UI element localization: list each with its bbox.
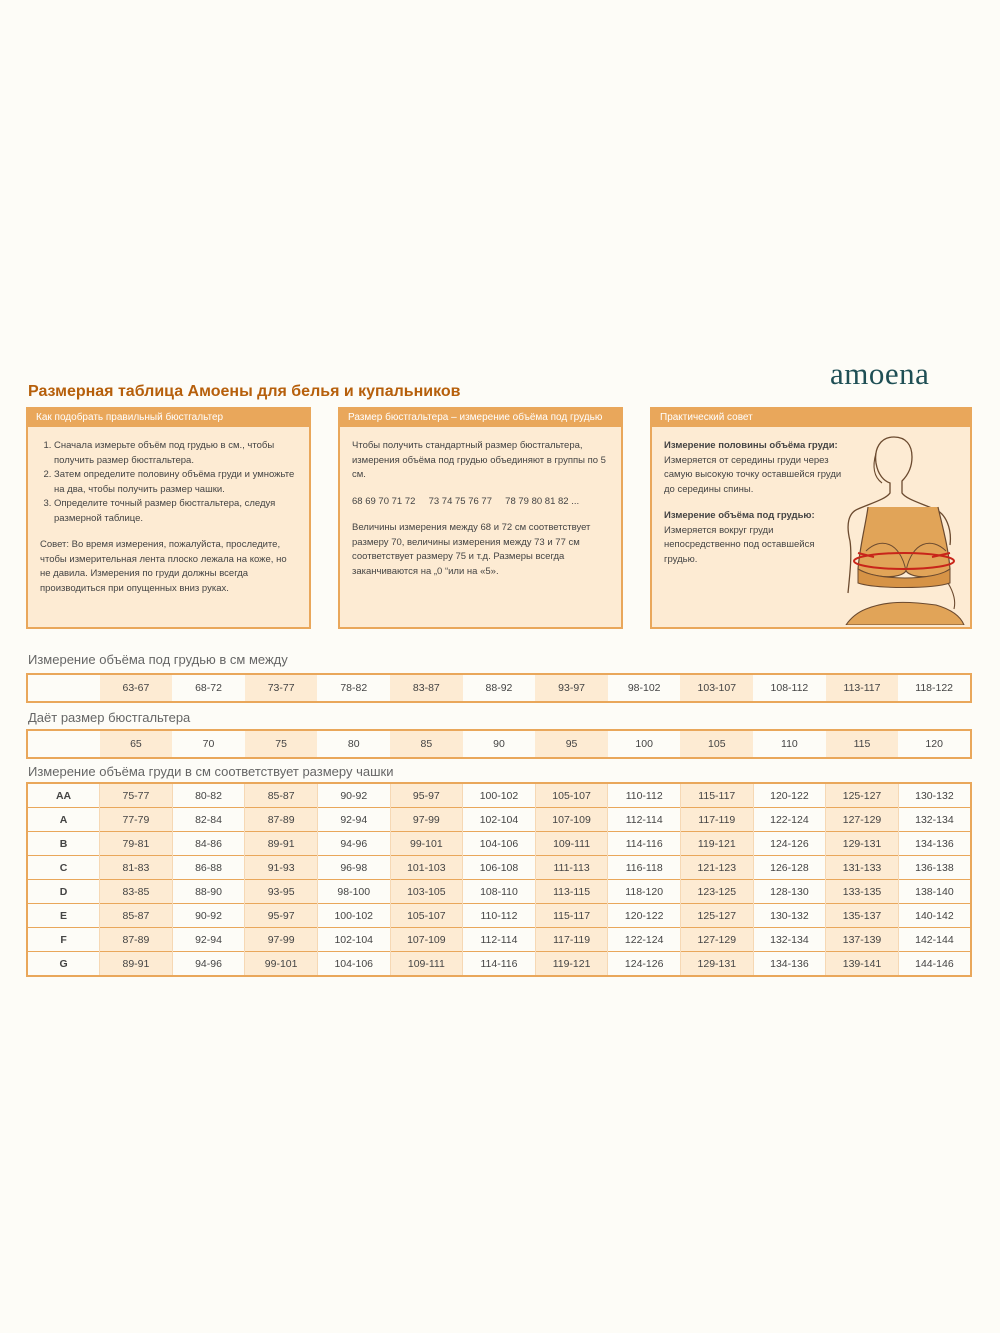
table-cell: 118-122 — [915, 682, 954, 694]
table-cell: 110-112 — [608, 783, 681, 808]
table-cell: 79-81 — [100, 832, 173, 856]
table-cell: 107-109 — [390, 928, 463, 952]
table-cell: 105 — [680, 730, 753, 758]
table-cell: 100-102 — [317, 904, 390, 928]
table-row — [27, 808, 971, 832]
table-cell: 88-90 — [172, 880, 245, 904]
table-cell: 134-136 — [898, 832, 971, 856]
table-cell: 125-127 — [826, 783, 899, 808]
table-cell: 121-123 — [680, 856, 753, 880]
table-cell: 133-135 — [826, 880, 899, 904]
table-cell: 109-111 — [390, 952, 463, 977]
cup-size-table — [26, 782, 972, 977]
table-cell: 115-117 — [535, 904, 608, 928]
table-cell: 129-131 — [826, 832, 899, 856]
table-cell: 108-110 — [463, 880, 536, 904]
tip-text: Измеряется от середины груди через самую высокую точку оставшейся груди до середины спины. — [664, 454, 842, 495]
table-cell: 73-77 — [245, 674, 318, 702]
table-cell: 103-107 — [680, 674, 753, 702]
table-cell: 70 — [202, 738, 215, 750]
table-cell: 110-112 — [463, 904, 536, 928]
table-cell: 88-92 — [485, 682, 513, 694]
table-row — [27, 730, 971, 758]
table-cell: 87-89 — [245, 808, 318, 832]
cup-label: B — [27, 832, 100, 856]
table-cell: 134-136 — [753, 952, 826, 977]
table-cell: 116-118 — [608, 856, 681, 880]
step-item: 2. Затем определите половину объёма груди и умножьте на два, чтобы получить размер чашки. — [54, 468, 297, 497]
table-cell: 102-104 — [463, 808, 536, 832]
table-cell: 127-129 — [826, 808, 899, 832]
table-row — [27, 928, 971, 952]
table-row — [27, 856, 971, 880]
table-cell: 82-84 — [172, 808, 245, 832]
table-cell: 112-114 — [608, 808, 681, 832]
table-cell: 132-134 — [753, 928, 826, 952]
table-cell: 102-104 — [317, 928, 390, 952]
table-cell: 86-88 — [172, 856, 245, 880]
cup-label: A — [27, 808, 100, 832]
table-cell: 123-125 — [680, 880, 753, 904]
table-cell: 122-124 — [753, 808, 826, 832]
table-cell: 97-99 — [245, 928, 318, 952]
underbust-table — [26, 673, 972, 703]
table-cell: 103-105 — [390, 880, 463, 904]
table-cell: 80 — [347, 738, 360, 750]
row-label-cell — [27, 674, 100, 702]
table-cell: 90-92 — [317, 783, 390, 808]
table-cell: 95 — [535, 730, 608, 758]
table-row — [27, 674, 971, 702]
panel-header: Практический совет — [652, 409, 970, 427]
table-cell: 142-144 — [898, 928, 971, 952]
table-cell: 75 — [245, 730, 318, 758]
table-cell: 96-98 — [317, 856, 390, 880]
table-cell: 78-82 — [340, 682, 368, 694]
table-cell: 114-116 — [608, 832, 681, 856]
table-cell: 109-111 — [535, 832, 608, 856]
table-cell: 115-117 — [680, 783, 753, 808]
table-cell: 97-99 — [390, 808, 463, 832]
tip-heading: Измерение половины объёма груди: — [664, 440, 838, 451]
table-cell: 104-106 — [463, 832, 536, 856]
table-cell: 85-87 — [245, 783, 318, 808]
table-row — [27, 832, 971, 856]
table-cell: 92-94 — [317, 808, 390, 832]
section-underbust-title: Измерение объёма под грудью в см между — [28, 652, 288, 667]
table-cell: 77-79 — [100, 808, 173, 832]
table-cell: 140-142 — [898, 904, 971, 928]
table-cell: 99-101 — [245, 952, 318, 977]
table-cell: 110 — [781, 738, 798, 750]
table-cell: 89-91 — [245, 832, 318, 856]
table-cell: 65 — [100, 730, 173, 758]
cup-label: C — [27, 856, 100, 880]
table-cell: 111-113 — [535, 856, 608, 880]
table-cell: 87-89 — [100, 928, 173, 952]
table-cell: 83-85 — [100, 880, 173, 904]
table-cell: 80-82 — [172, 783, 245, 808]
table-cell: 98-100 — [317, 880, 390, 904]
panel-how-to-choose — [26, 407, 311, 629]
table-cell: 120 — [925, 738, 943, 750]
table-cell: 107-109 — [535, 808, 608, 832]
table-cell: 125-127 — [680, 904, 753, 928]
panel-text: Чтобы получить стандартный размер бюстгальтера, измерения объёма под грудью объединяют в группы по 5 см. — [352, 440, 606, 480]
page-title: Размерная таблица Амоены для белья и купальников — [28, 383, 461, 400]
cup-label: D — [27, 880, 100, 904]
table-row — [27, 904, 971, 928]
panel-practical-tip — [650, 407, 972, 629]
table-cell: 120-122 — [608, 904, 681, 928]
table-cell: 124-126 — [753, 832, 826, 856]
table-cell: 131-133 — [826, 856, 899, 880]
table-cell: 112-114 — [463, 928, 536, 952]
panel-text: Величины измерения между 68 и 72 см соответствует размеру 70, величины измерения между 73 и 77 см соответствует размеру 75 и т.д. Размеры всегда заканчиваются на „0 “или на «5». — [352, 522, 591, 577]
table-cell: 68-72 — [195, 682, 222, 694]
cup-label: AA — [55, 789, 72, 802]
table-cell: 100 — [635, 738, 653, 750]
step-item: 1. Сначала измерьте объём под грудью в см., чтобы получить размер бюстгальтера. — [54, 439, 297, 468]
table-cell: 127-129 — [680, 928, 753, 952]
table-cell: 117-119 — [680, 808, 753, 832]
panel-bra-size — [338, 407, 623, 629]
table-cell: 119-121 — [680, 832, 753, 856]
steps-list — [40, 439, 297, 526]
table-cell: 130-132 — [753, 904, 826, 928]
table-cell: 144-146 — [898, 952, 971, 977]
woman-bra-illustration — [836, 433, 966, 625]
size-groups: 68 69 70 71 72 73 74 75 76 77 78 79 80 81 82 ... — [352, 495, 580, 507]
table-cell: 139-141 — [826, 952, 899, 977]
table-cell: 128-130 — [753, 880, 826, 904]
row-label-cell — [27, 730, 100, 758]
panel-header: Размер бюстгальтера – измерение объёма под грудью — [340, 409, 621, 427]
table-cell: 81-83 — [100, 856, 173, 880]
table-cell: 63-67 — [100, 674, 173, 702]
table-cell: 118-120 — [608, 880, 681, 904]
tip-text: Совет: Во время измерения, пожалуйста, проследите, чтобы измерительная лента плоско лежала на коже, но не давила. Измерения по груди должны всегда производиться при опущенных вниз руках. — [40, 539, 287, 594]
table-cell: 98-102 — [627, 682, 661, 694]
cup-label: E — [27, 904, 100, 928]
table-cell: 75-77 — [100, 783, 173, 808]
table-cell: 115 — [826, 730, 899, 758]
table-cell: 92-94 — [172, 928, 245, 952]
table-cell: 94-96 — [317, 832, 390, 856]
table-cell: 114-116 — [463, 952, 536, 977]
table-row — [27, 880, 971, 904]
table-cell: 95-97 — [390, 783, 463, 808]
table-cell: 100-102 — [463, 783, 536, 808]
table-row — [27, 783, 971, 808]
table-cell: 130-132 — [898, 783, 971, 808]
section-bra-size-title: Даёт размер бюстгальтера — [28, 710, 191, 725]
table-cell: 136-138 — [898, 856, 971, 880]
table-cell: 91-93 — [245, 856, 318, 880]
tip-text: Измеряется вокруг груди непосредственно под оставшейся грудью. — [664, 524, 815, 565]
table-cell: 99-101 — [390, 832, 463, 856]
table-cell: 93-97 — [535, 674, 608, 702]
table-cell: 138-140 — [898, 880, 971, 904]
table-cell: 104-106 — [317, 952, 390, 977]
section-cup-title: Измерение объёма груди в см соответствует размеру чашки — [28, 764, 394, 779]
table-cell: 122-124 — [608, 928, 681, 952]
cup-label: G — [27, 952, 100, 977]
table-cell: 85-87 — [100, 904, 173, 928]
table-cell: 126-128 — [753, 856, 826, 880]
panel-header: Как подобрать правильный бюстгальтер — [28, 409, 309, 427]
table-cell: 129-131 — [680, 952, 753, 977]
table-cell: 95-97 — [245, 904, 318, 928]
table-cell: 113-117 — [826, 674, 899, 702]
table-cell: 117-119 — [535, 928, 608, 952]
table-cell: 101-103 — [390, 856, 463, 880]
table-cell: 84-86 — [172, 832, 245, 856]
table-cell: 105-107 — [535, 783, 608, 808]
table-cell: 90-92 — [172, 904, 245, 928]
table-cell: 90 — [493, 738, 505, 750]
table-cell: 113-115 — [535, 880, 608, 904]
tip-heading: Измерение объёма под грудью: — [664, 510, 815, 521]
table-cell: 124-126 — [608, 952, 681, 977]
table-cell: 93-95 — [245, 880, 318, 904]
table-cell: 108-112 — [770, 682, 809, 694]
table-cell: 83-87 — [390, 674, 463, 702]
table-cell: 94-96 — [172, 952, 245, 977]
table-cell: 132-134 — [898, 808, 971, 832]
table-cell: 119-121 — [535, 952, 608, 977]
step-item: 3. Определите точный размер бюстгальтера, следуя размерной таблице. — [54, 497, 297, 526]
table-cell: 135-137 — [826, 904, 899, 928]
table-row — [27, 952, 971, 977]
table-cell: 85 — [390, 730, 463, 758]
brand-logo: amoena — [830, 356, 930, 391]
table-cell: 89-91 — [100, 952, 173, 977]
table-cell: 137-139 — [826, 928, 899, 952]
bra-size-table — [26, 729, 972, 759]
table-cell: 105-107 — [390, 904, 463, 928]
table-cell: 106-108 — [463, 856, 536, 880]
cup-label: F — [27, 928, 100, 952]
table-cell: 120-122 — [753, 783, 826, 808]
